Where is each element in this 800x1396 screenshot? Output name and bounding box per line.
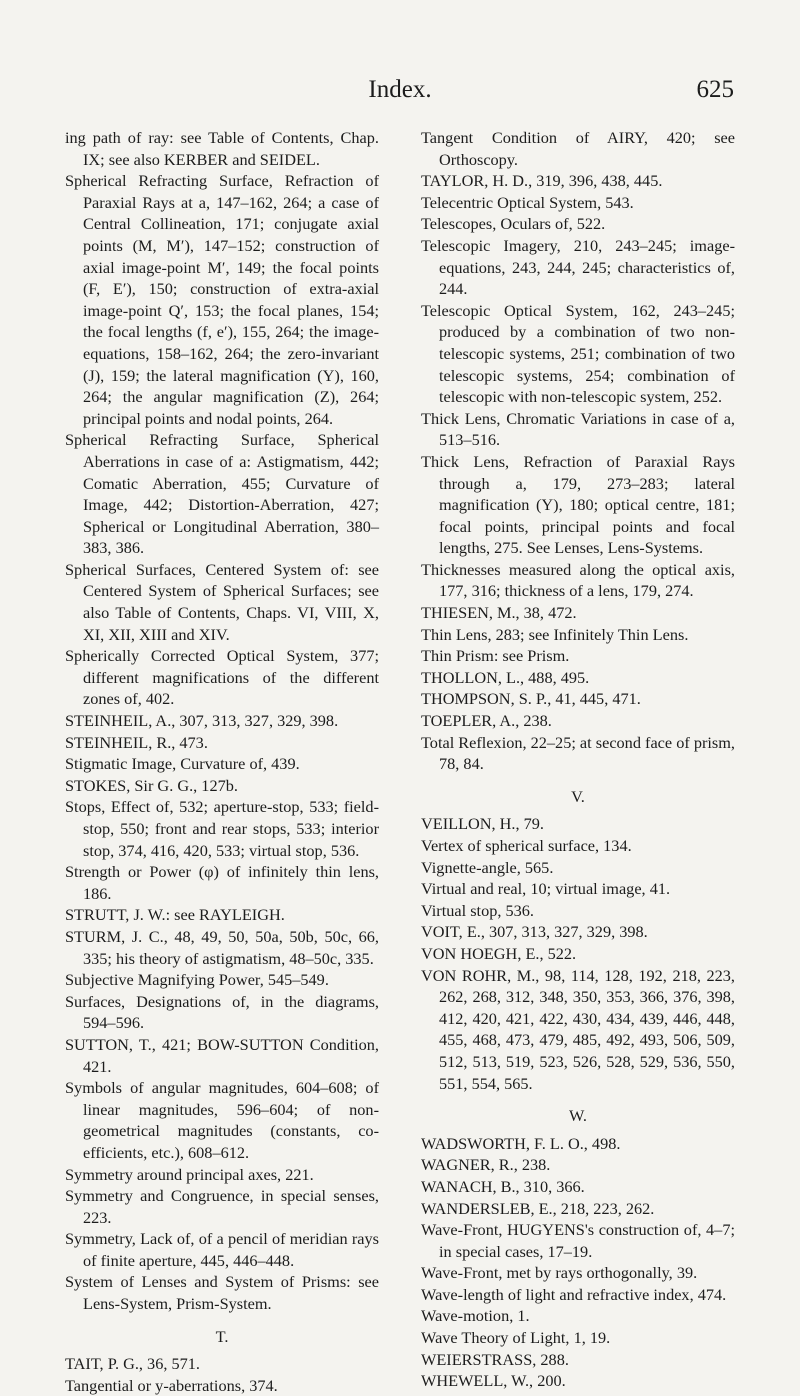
index-entry: Virtual stop, 536. [421, 900, 534, 920]
index-entry: SUTTON, T., 421; BOW-SUTTON Condition, 421. [65, 1034, 379, 1076]
index-entry: Symmetry and Congruence, in special senses, 223. [65, 1186, 379, 1227]
index-entry: Spherical Refracting Surface, Spherical Aberrations in case of a: Astigmatism, 442; Comatic Aberration, 455; Curvature of Image, 442; Distortion-Aberration, 427; Spherical or Longitudinal Aberration, 380–383, 386. [65, 430, 379, 558]
index-entry: Symbols of angular magnitudes, 604–608; of linear magnitudes, 596–604; of non-geometrical magnitudes (constants, co-efficients, etc.), 608–612. [65, 1078, 379, 1162]
index-entry: VON ROHR, M., 98, 114, 128, 192, 218, 223, 262, 268, 312, 348, 350, 353, 366, 376, 398, 412, 420, 421, 422, 430, 434, 439, 446, 448, 455, 468, 473, 479, 485, 492, 493, 506, 509, 512, 513, 519, 523, 526, 528, 529, 536, 550, 551, 554, 565. [421, 965, 735, 1093]
index-entry: Surfaces, Designations of, in the diagrams, 594–596. [65, 991, 379, 1033]
index-entry: Spherical Surfaces, Centered System of: see Centered System of Spherical Surfaces; see also Table of Contents, Chaps. VI, VIII, X, XI, XII, XIII and XIV. [65, 559, 379, 644]
index-entry: Subjective Magnifying Power, 545–549. [65, 970, 329, 990]
page-header [0, 76, 800, 110]
index-entry: WANDERSLEB, E., 218, 223, 262. [421, 1198, 655, 1218]
index-entry: Telescopic Optical System, 162, 243–245; produced by a combination of two non-telescopic systems, 251; combination of two telescopic systems, 254; combination of telescopic with non-telescopic system, 252. [421, 300, 735, 407]
index-entry: WADSWORTH, F. L. O., 498. [421, 1133, 621, 1153]
index-entry: Telecentric Optical System, 543. [421, 192, 634, 212]
index-entry: Vignette-angle, 565. [421, 857, 554, 877]
index-entry: Thick Lens, Chromatic Variations in case of a, 513–516. [421, 408, 735, 450]
index-entry: Wave-length of light and refractive index, 474. [421, 1284, 727, 1304]
index-entry: STURM, J. C., 48, 49, 50, 50a, 50b, 50c, 66, 335; his theory of astigmatism, 48–50c, 335. [65, 926, 379, 968]
index-entry: WANACH, B., 310, 366. [421, 1176, 585, 1196]
index-entry: ing path of ray: see Table of Contents, Chap. IX; see also KERBER and SEIDEL. [65, 128, 379, 169]
index-entry: TAIT, P. G., 36, 571. [65, 1354, 200, 1374]
index-entry: VEILLON, H., 79. [421, 814, 544, 834]
index-entry: VON HOEGH, E., 522. [421, 943, 577, 963]
index-entry: STRUTT, J. W.: see RAYLEIGH. [65, 905, 285, 925]
index-entry: Symmetry, Lack of, of a pencil of meridian rays of finite aperture, 445, 446–448. [65, 1229, 379, 1270]
index-entry: Wave-Front, met by rays orthogonally, 39. [421, 1263, 698, 1283]
index-entry: VOIT, E., 307, 313, 327, 329, 398. [421, 922, 648, 942]
index-entry: Stigmatic Image, Curvature of, 439. [65, 754, 300, 774]
index-entry: Thin Lens, 283; see Infinitely Thin Lens. [421, 624, 689, 644]
index-entry: THIESEN, M., 38, 472. [421, 603, 577, 623]
index-entry: Spherical Refracting Surface, Refraction of Paraxial Rays at a, 147–162, 264; a case of Central Collineation, 171; conjugate axial points (M, M′), 147–152; construction of axial image-point M′, 149; the focal points (F, E′), 150; construction of extra-axial image-point Q′, 153; the focal planes, 154; the focal lengths (f, e′), 155, 264; the image-equations, 158–162, 264; the zero-invariant (J), 159; the lateral magnification (Y), 160, 264; the angular magnification (Z), 264; principal points and nodal points, 264. [65, 171, 379, 428]
index-entry: TAYLOR, H. D., 319, 396, 438, 445. [421, 171, 663, 191]
index-entry: Tangent Condition of AIRY, 420; see Orthoscopy. [421, 128, 735, 169]
index-entry: Wave Theory of Light, 1, 19. [421, 1328, 611, 1348]
index-entry: WEIERSTRASS, 288. [421, 1349, 569, 1369]
index-entry: Spherically Corrected Optical System, 377; different magnifications of the different zones of, 402. [65, 646, 379, 709]
index-entry: WAGNER, R., 238. [421, 1155, 551, 1175]
index-entry: Telescopes, Oculars of, 522. [421, 214, 606, 234]
index-entry: Symmetry around principal axes, 221. [65, 1164, 314, 1184]
section-letter: W. [569, 1106, 587, 1126]
section-letter: V. [571, 786, 585, 806]
index-entry: Thick Lens, Refraction of Paraxial Rays through a, 179, 273–283; lateral magnification (Y), 180; optical centre, 181; focal points, principal points and focal lengths, 275. See Lenses, Lens-Systems. [421, 451, 735, 558]
index-column-left [65, 127, 379, 1396]
index-entry: Telescopic Imagery, 210, 243–245; image-equations, 243, 244, 245; characteristics of, 244. [421, 235, 735, 299]
index-entry: STEINHEIL, R., 473. [65, 732, 208, 752]
index-entry: THOMPSON, S. P., 41, 445, 471. [421, 689, 641, 709]
index-entry: THOLLON, L., 488, 495. [421, 667, 590, 687]
index-entry: Total Reflexion, 22–25; at second face of prism, 78, 84. [421, 732, 735, 774]
index-entry: TOEPLER, A., 238. [421, 711, 552, 731]
index-column-right [421, 127, 735, 1392]
index-entry: Wave-Front, HUGYENS's construction of, 4–7; in special cases, 17–19. [421, 1220, 735, 1261]
page-number: 625 [696, 76, 734, 103]
index-entry: STOKES, Sir G. G., 127b. [65, 775, 238, 795]
index-entry: Tangential or y-aberrations, 374. [65, 1375, 278, 1395]
index-entry: Stops, Effect of, 532; aperture-stop, 533; field-stop, 550; front and rear stops, 533; interior stop, 374, 416, 420, 533; virtual stop, 536. [65, 797, 379, 860]
index-entry: Thicknesses measured along the optical axis, 177, 316; thickness of a lens, 179, 274. [421, 559, 735, 601]
section-letter: T. [215, 1326, 229, 1346]
index-entry: System of Lenses and System of Prisms: see Lens-System, Prism-System. [65, 1272, 379, 1314]
index-entry: Thin Prism: see Prism. [421, 646, 570, 666]
index-entry: Wave-motion, 1. [421, 1306, 530, 1326]
page-title: Index. [368, 76, 432, 103]
index-entry: Virtual and real, 10; virtual image, 41. [421, 879, 671, 899]
index-entry: STEINHEIL, A., 307, 313, 327, 329, 398. [65, 711, 339, 731]
index-entry: Vertex of spherical surface, 134. [421, 836, 632, 855]
index-entry: WHEWELL, W., 200. [421, 1371, 566, 1391]
index-entry: Strength or Power (φ) of infinitely thin lens, 186. [65, 862, 379, 903]
